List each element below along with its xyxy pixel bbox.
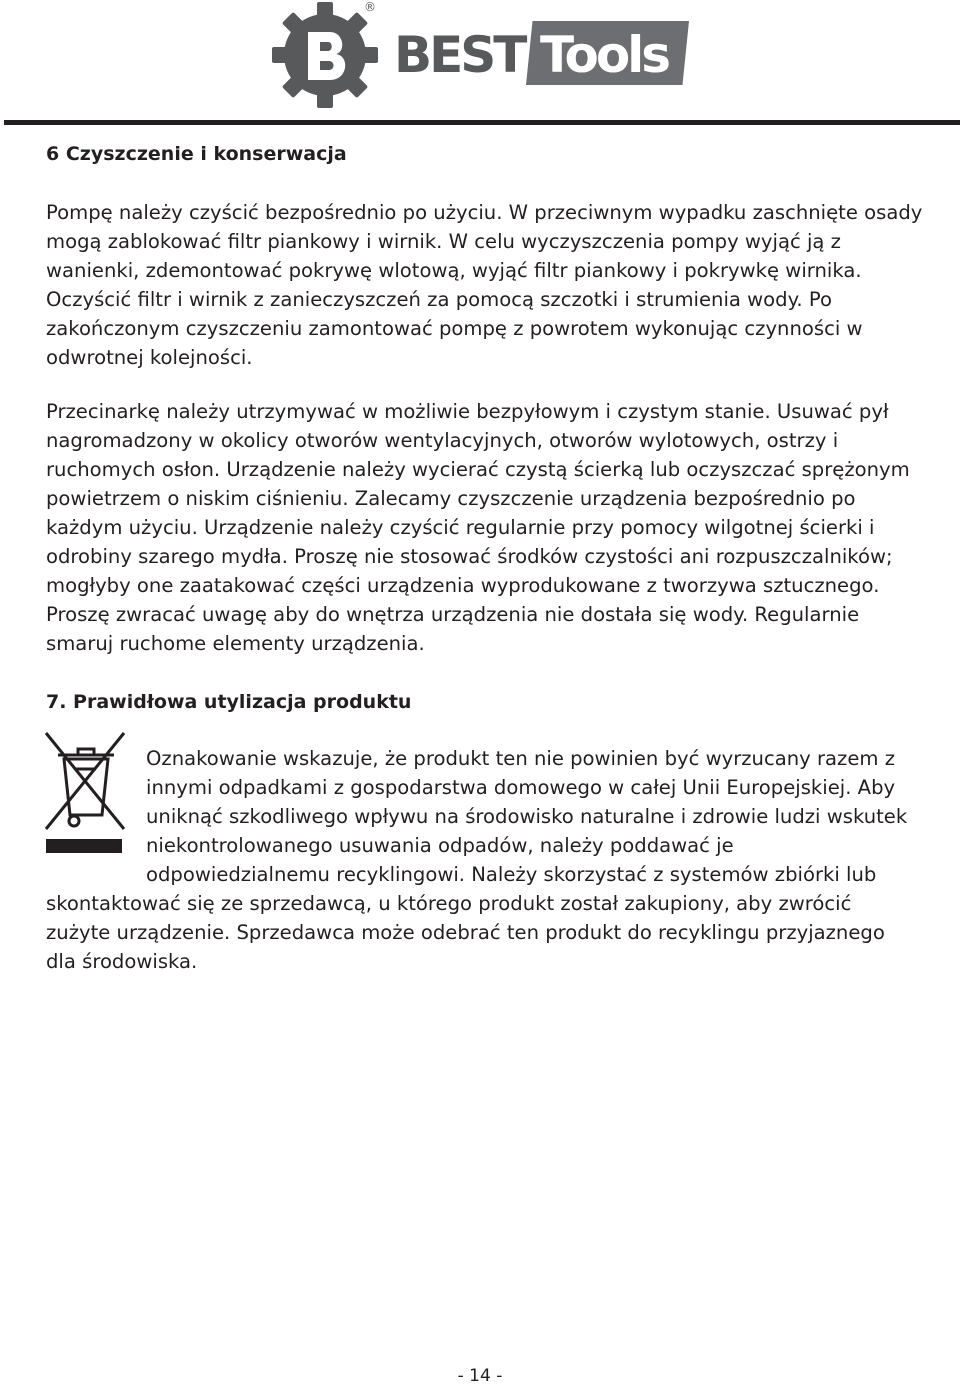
section-7-text: Oznakowanie wskazuje, że produkt ten nie powinien być wyrzucany razem z innymi odpadkami z gospodarstwa domowego w całej Unii Europejskiej. Aby uniknąć szkodliwego wpływu na środowisko naturalne i zdrowie ludzi wskutek niekontrolowanego usuwania odpadów, należy poddawać je odpowiedzialnemu recyklingowi. Należy skorzystać z systemów zbiórki lub skontaktować się ze sprzedawcą, u którego produkt został zakupiony, aby zwrócić zużyte urządzenie. Sprzedawca może odebrać ten produkt do recyklingu przyjaznego dla środowiska.	[46, 747, 908, 973]
header-divider	[4, 120, 960, 125]
page-number: - 14 -	[457, 1366, 503, 1386]
bin-icon-spacer	[46, 744, 146, 862]
section-6-paragraph-1: Pompę należy czyścić bezpośrednio po użyciu. W przeciwnym wypadku zaschnięte osady mogą zablokować filtr piankowy i wirnik. W celu wyczyszczenia pompy wyjąć ją z wanienki, zdemontować pokrywę wlotową, wyjąć filtr piankowy i pokrywkę wirnika. Oczyścić filtr i wirnik z zanieczyszczeń za pomocą szczotki i strumienia wody. Po zakończonym czyszczeniu zamontować pompę z powrotem wykonując czynności w odwrotnej kolejności.	[46, 201, 923, 369]
page-header	[0, 0, 960, 126]
gear-logo-icon	[272, 2, 378, 108]
section-7-title: 7. Prawidłowa utylizacja produktu	[46, 691, 412, 713]
section-6-paragraph-2: Przecinarkę należy utrzymywać w możliwie bezpyłowym i czystym stanie. Usuwać pył nagromadzony w okolicy otworów wentylacyjnych, otworów wylotowych, ostrzy i ruchomych osłon. Urządzenie należy wycierać czystą ścierką lub oczyszczać sprężonym powietrzem o niskim ciśnieniu. Zalecamy czyszczenie urządzenia bezpośrednio po każdym użyciu. Urządzenie należy czyścić regularnie przy pomocy wilgotnej ścierki i odrobiny szarego mydła. Proszę nie stosować środków czystości ani rozpuszczalników; mogłyby one zaatakować części urządzenia wyprodukowane z tworzywa sztucznego. Proszę zwracać uwagę aby do wnętrza urządzenia nie dostała się wody. Regularnie smaruj ruchome elementy urządzenia.	[46, 400, 910, 655]
brand-name-best: BEST	[394, 26, 525, 84]
section-7-paragraph	[46, 744, 914, 976]
section-6-title: 6 Czyszczenie i konserwacja	[46, 143, 347, 165]
brand-name-tools: Tools	[540, 26, 669, 84]
registered-mark: ®	[364, 0, 376, 14]
